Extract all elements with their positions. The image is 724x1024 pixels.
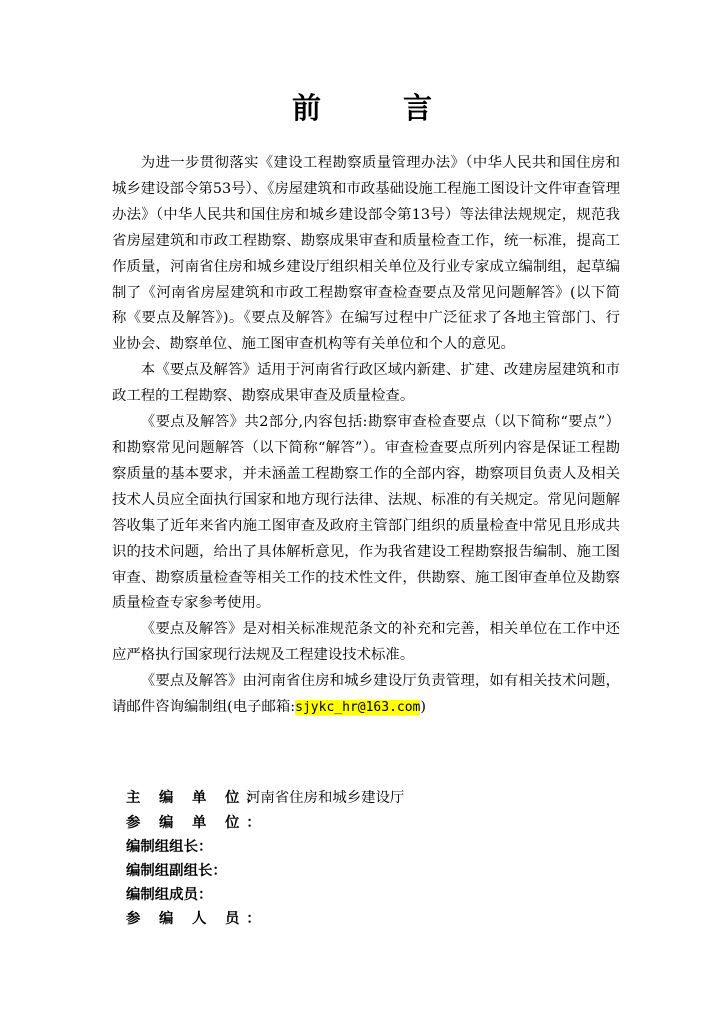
- email-link[interactable]: sjykc_hr@163.com: [295, 700, 421, 716]
- contact-text-end: ): [420, 699, 427, 716]
- contact-text: 《要点及解答》由河南省住房和城乡建设厅负责管理，如有相关技术问题，请邮件咨询编制组(电子邮箱:: [112, 673, 620, 716]
- deputy-leader-label: 编制组副组长：: [126, 862, 227, 879]
- paragraph-contents: 《要点及解答》共2部分,内容包括:勘察审查检查要点（以下简称“要点”）和勘察常见问题解答（以下简称“解答”）。审查检查要点所列内容是保证工程勘察质量的基本要求，并未涵盖工程勘察工作的全部内容，勘察项目负责人及相关技术人员应全面执行国家和地方现行法律、法规、标准的有关规定。常见问题解答收集了近年来省内施工图审查及政府主管部门组织的质量检查中常见且形成共识的技术问题，给出了具体解析意见，作为我省建设工程勘察报告编制、施工图审查、勘察质量检查等相关工作的技术性文件，供勘察、施工图审查单位及勘察质量检查专家参考使用。: [112, 414, 620, 612]
- credit-row-team-members: [126, 881, 606, 905]
- team-leader-label: 编制组组长：: [126, 839, 213, 856]
- team-members-label: 编制组成员：: [126, 886, 213, 903]
- credit-row-participating-units: [126, 810, 606, 834]
- paragraph-supplement: 《要点及解答》是对相关标准规范条文的补充和完善，相关单位在工作中还应严格执行国家现行法规及工程建设技术标准。: [112, 621, 620, 664]
- credit-row-chief-unit: [126, 783, 606, 810]
- participants-label: 参 编 人 员：: [126, 910, 268, 927]
- preface-body: [112, 151, 620, 721]
- credit-row-deputy-leader: [126, 858, 606, 882]
- credit-row-participants: [126, 905, 606, 929]
- paragraph-contact: [112, 669, 620, 721]
- credits-block: [126, 783, 606, 929]
- credit-row-team-leader: [126, 834, 606, 858]
- paragraph-scope: 本《要点及解答》适用于河南省行政区域内新建、扩建、改建房屋建筑和市政工程的工程勘察、勘察成果审查及质量检查。: [112, 362, 620, 405]
- participating-units-label: 参 编 单 位：: [126, 815, 268, 832]
- page-title: 前 言: [291, 91, 469, 125]
- chief-unit-label: 主 编 单 位：: [126, 790, 268, 806]
- paragraph-purpose: 为进一步贯彻落实《建设工程勘察质量管理办法》（中华人民共和国住房和城乡建设部令第53号）、《房屋建筑和市政基础设施工程施工图设计文件审查管理办法》（中华人民共和国住房和城乡建设部令第13号）等法律法规规定，规范我省房屋建筑和市政工程勘察、勘察成果审查和质量检查工作，统一标准，提高工作质量，河南省住房和城乡建设厅组织相关单位及行业专家成立编制组，起草编制了《河南省房屋建筑和市政工程勘察审查检查要点及常见问题解答》(以下简称《要点及解答》)。《要点及解答》在编写过程中广泛征求了各地主管部门、行业协会、勘察单位、施工图审查机构等有关单位和个人的意见。: [112, 155, 620, 353]
- chief-unit-value: 河南省住房和城乡建设厅: [246, 790, 405, 806]
